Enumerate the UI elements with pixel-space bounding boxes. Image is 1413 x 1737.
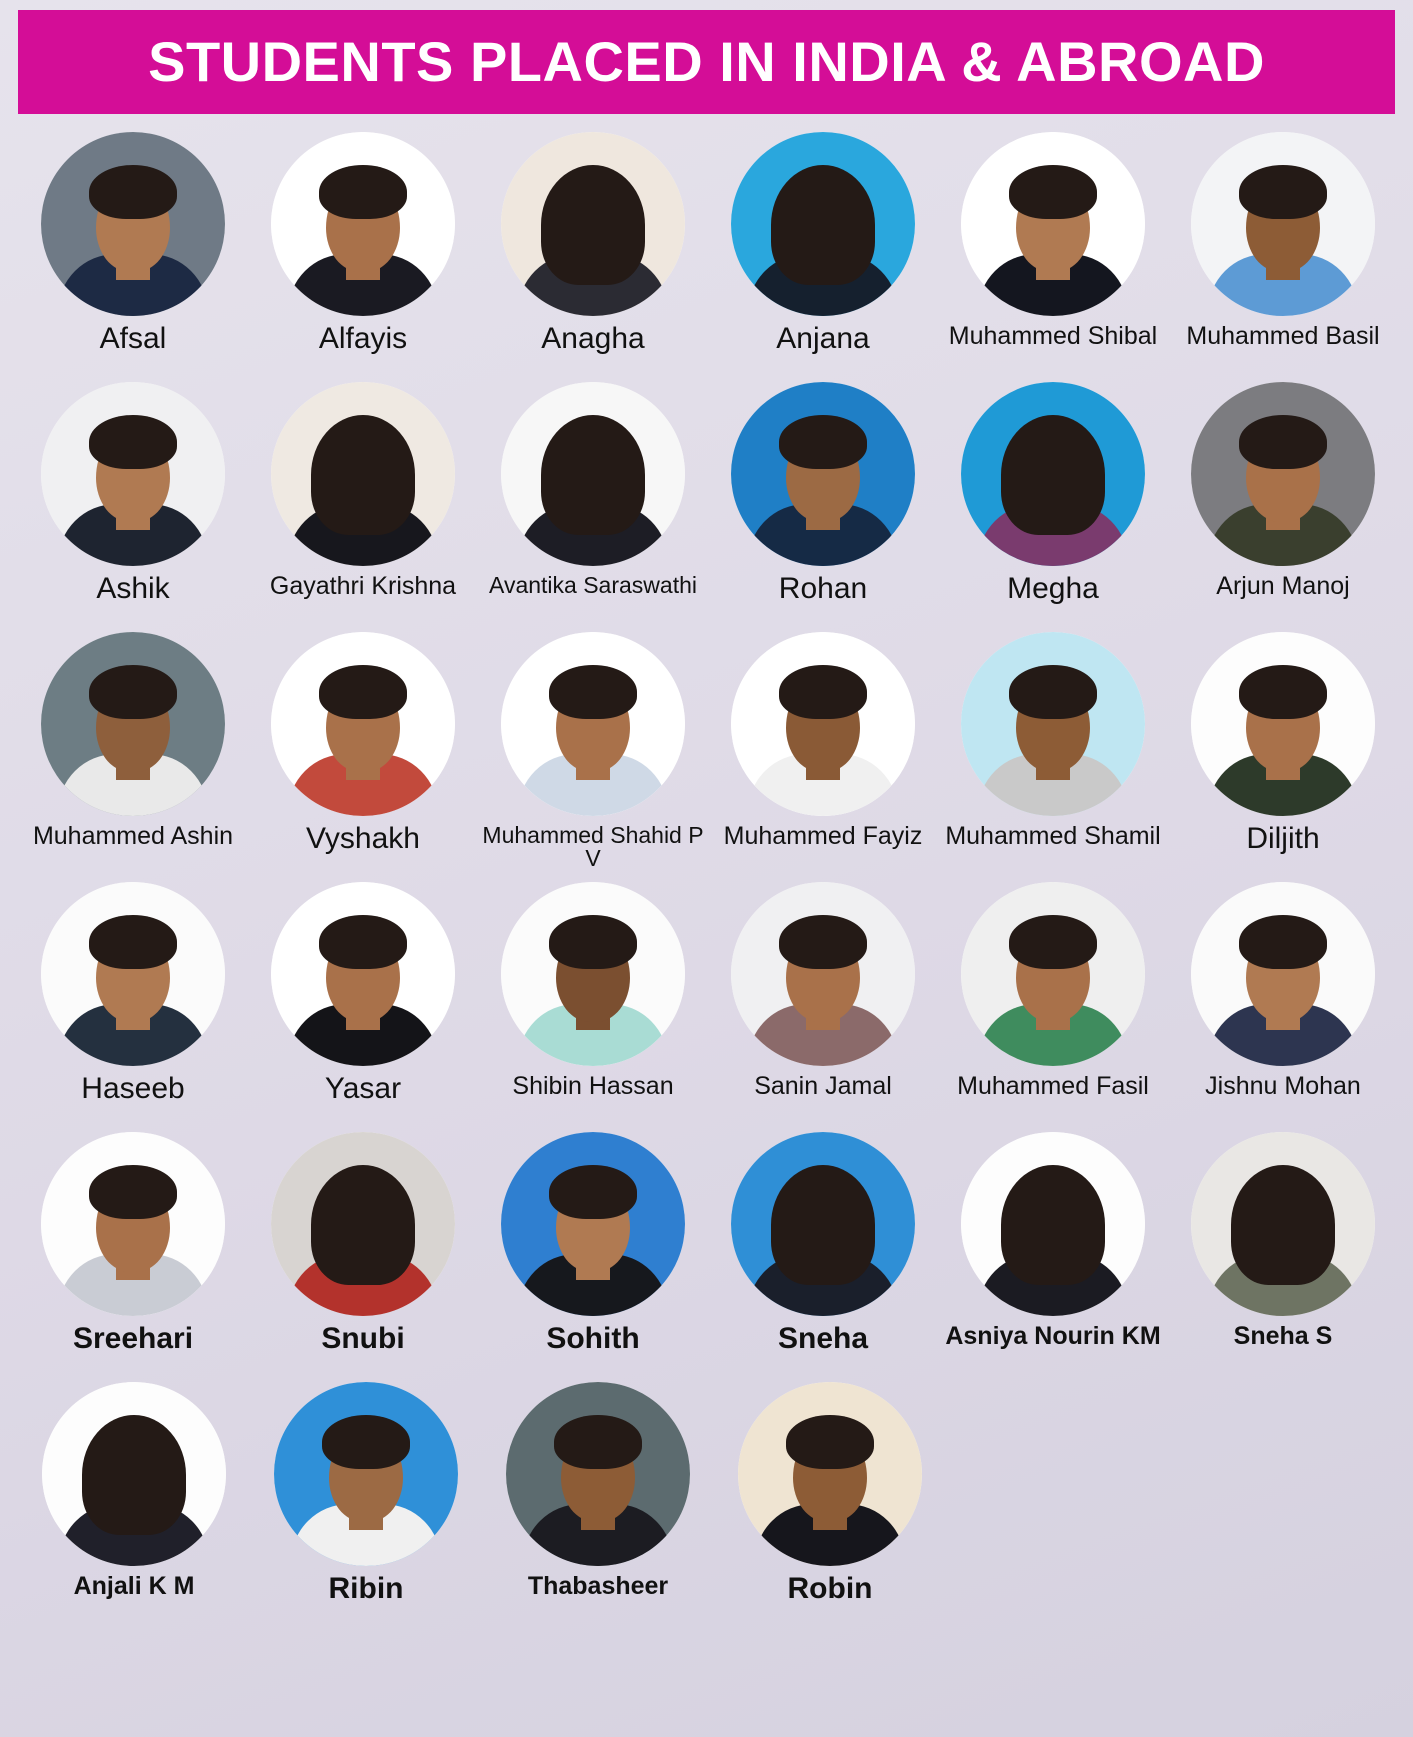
- student-name: Muhammed Shibal: [948, 322, 1158, 350]
- student-name: Anagha: [541, 322, 645, 355]
- student-card[interactable]: [480, 1132, 706, 1355]
- student-card[interactable]: [940, 882, 1166, 1100]
- student-name: Shibin Hassan: [512, 1072, 674, 1100]
- student-name: Arjun Manoj: [1216, 572, 1350, 600]
- student-card[interactable]: [20, 382, 246, 605]
- student-card[interactable]: [20, 1132, 246, 1355]
- student-row: [20, 882, 1393, 1132]
- student-card[interactable]: [710, 132, 936, 355]
- student-photo: [961, 132, 1145, 316]
- student-card[interactable]: [480, 382, 706, 597]
- portrait-hair: [1231, 1165, 1335, 1285]
- student-card[interactable]: [250, 132, 476, 355]
- portrait-hair: [311, 1165, 415, 1285]
- student-name: Muhammed Fayiz: [723, 822, 923, 850]
- student-card[interactable]: [1170, 882, 1396, 1100]
- student-name: Alfayis: [318, 322, 408, 355]
- portrait-hair: [554, 1415, 642, 1469]
- portrait-hair: [1239, 665, 1327, 719]
- students-grid: [20, 132, 1393, 1731]
- student-card[interactable]: [20, 632, 246, 850]
- student-name: Haseeb: [81, 1072, 185, 1105]
- student-name: Megha: [1007, 572, 1099, 605]
- student-photo: [41, 882, 225, 1066]
- student-photo: [961, 632, 1145, 816]
- student-photo: [506, 1382, 690, 1566]
- student-photo: [501, 132, 685, 316]
- student-photo: [1191, 382, 1375, 566]
- student-name: Afsal: [99, 322, 167, 355]
- student-card[interactable]: [1170, 382, 1396, 600]
- student-card[interactable]: [940, 632, 1166, 850]
- student-photo: [41, 1132, 225, 1316]
- portrait-hair: [89, 165, 177, 219]
- portrait-hair: [311, 415, 415, 535]
- student-photo: [41, 132, 225, 316]
- student-photo: [271, 632, 455, 816]
- student-card[interactable]: [480, 632, 706, 871]
- student-photo: [42, 1382, 226, 1566]
- portrait-hair: [82, 1415, 186, 1535]
- student-card[interactable]: [1170, 1132, 1396, 1350]
- portrait-hair: [771, 165, 875, 285]
- portrait-hair: [89, 915, 177, 969]
- student-photo: [1191, 882, 1375, 1066]
- portrait-hair: [1239, 915, 1327, 969]
- student-photo: [961, 382, 1145, 566]
- student-name: Robin: [787, 1572, 873, 1605]
- student-photo: [1191, 132, 1375, 316]
- student-photo: [961, 1132, 1145, 1316]
- student-name: Rohan: [778, 572, 868, 605]
- student-card[interactable]: [710, 632, 936, 850]
- portrait-hair: [322, 1415, 410, 1469]
- student-photo: [271, 882, 455, 1066]
- portrait-hair: [541, 165, 645, 285]
- student-card[interactable]: [480, 132, 706, 355]
- student-photo: [731, 382, 915, 566]
- student-name: Muhammed Ashin: [32, 822, 234, 850]
- portrait-hair: [1009, 165, 1097, 219]
- banner: [18, 10, 1395, 114]
- student-row: [20, 1382, 1393, 1632]
- student-row: [20, 632, 1393, 882]
- student-card[interactable]: [250, 382, 476, 600]
- student-name: Sreehari: [72, 1322, 194, 1355]
- student-card[interactable]: [710, 1132, 936, 1355]
- portrait-hair: [549, 665, 637, 719]
- student-card[interactable]: [20, 1382, 248, 1600]
- student-photo: [731, 632, 915, 816]
- student-photo: [271, 1132, 455, 1316]
- student-card[interactable]: [1170, 632, 1396, 855]
- portrait-hair: [549, 915, 637, 969]
- student-name: Muhammed Shahid P V: [482, 822, 704, 872]
- student-photo: [501, 1132, 685, 1316]
- portrait-hair: [1001, 1165, 1105, 1285]
- student-name: Ribin: [328, 1572, 404, 1605]
- student-card[interactable]: [20, 882, 246, 1105]
- portrait-hair: [779, 415, 867, 469]
- student-name: Muhammed Fasil: [957, 1072, 1149, 1100]
- student-photo: [731, 882, 915, 1066]
- student-name: Vyshakh: [306, 822, 420, 855]
- student-photo: [1191, 632, 1375, 816]
- portrait-hair: [541, 415, 645, 535]
- portrait-hair: [89, 1165, 177, 1219]
- student-name: Yasar: [324, 1072, 402, 1105]
- portrait-hair: [779, 915, 867, 969]
- portrait-hair: [549, 1165, 637, 1219]
- student-card[interactable]: [252, 1382, 480, 1605]
- student-card[interactable]: [20, 132, 246, 355]
- student-row: [20, 382, 1393, 632]
- portrait-hair: [89, 665, 177, 719]
- student-card[interactable]: [940, 132, 1166, 350]
- portrait-hair: [319, 915, 407, 969]
- student-name: Jishnu Mohan: [1205, 1072, 1361, 1100]
- student-row: [20, 1132, 1393, 1382]
- student-card[interactable]: [484, 1382, 712, 1600]
- student-photo: [738, 1382, 922, 1566]
- student-name: Anjali K M: [73, 1572, 195, 1600]
- student-name: Sneha S: [1233, 1322, 1333, 1350]
- student-photo: [271, 132, 455, 316]
- student-card[interactable]: [250, 632, 476, 855]
- page-title: STUDENTS PLACED IN INDIA & ABROAD: [148, 30, 1265, 93]
- student-row: [20, 132, 1393, 382]
- student-name: Avantika Saraswathi: [489, 572, 697, 598]
- student-name: Thabasheer: [527, 1572, 669, 1600]
- portrait-hair: [1001, 415, 1105, 535]
- student-photo: [501, 382, 685, 566]
- student-name: Muhammed Shamil: [945, 822, 1161, 850]
- student-card[interactable]: [1170, 132, 1396, 350]
- student-name: Gayathri Krishna: [269, 572, 457, 600]
- portrait-hair: [1009, 915, 1097, 969]
- student-photo: [731, 1132, 915, 1316]
- student-photo: [41, 382, 225, 566]
- student-card[interactable]: [940, 1132, 1166, 1350]
- student-photo: [501, 632, 685, 816]
- student-card[interactable]: [250, 1132, 476, 1355]
- student-name: Snubi: [321, 1322, 405, 1355]
- portrait-hair: [779, 665, 867, 719]
- student-card[interactable]: [250, 882, 476, 1105]
- student-photo: [731, 132, 915, 316]
- student-name: Sohith: [546, 1322, 640, 1355]
- student-name: Sneha: [777, 1322, 869, 1355]
- student-photo: [501, 882, 685, 1066]
- portrait-hair: [771, 1165, 875, 1285]
- portrait-hair: [319, 665, 407, 719]
- student-card[interactable]: [940, 382, 1166, 605]
- portrait-hair: [1239, 165, 1327, 219]
- student-photo: [274, 1382, 458, 1566]
- student-card[interactable]: [716, 1382, 944, 1605]
- student-photo: [41, 632, 225, 816]
- student-name: Asniya Nourin KM: [945, 1322, 1161, 1350]
- portrait-hair: [89, 415, 177, 469]
- portrait-hair: [1009, 665, 1097, 719]
- student-name: Ashik: [96, 572, 170, 605]
- portrait-hair: [786, 1415, 874, 1469]
- student-photo: [961, 882, 1145, 1066]
- student-card[interactable]: [480, 882, 706, 1100]
- student-card[interactable]: [710, 882, 936, 1100]
- student-name: Anjana: [776, 322, 870, 355]
- student-name: Muhammed Basil: [1186, 322, 1380, 350]
- student-photo: [1191, 1132, 1375, 1316]
- portrait-hair: [319, 165, 407, 219]
- student-photo: [271, 382, 455, 566]
- student-name: Sanin Jamal: [754, 1072, 892, 1100]
- student-name: Diljith: [1246, 822, 1320, 855]
- portrait-hair: [1239, 415, 1327, 469]
- student-card[interactable]: [710, 382, 936, 605]
